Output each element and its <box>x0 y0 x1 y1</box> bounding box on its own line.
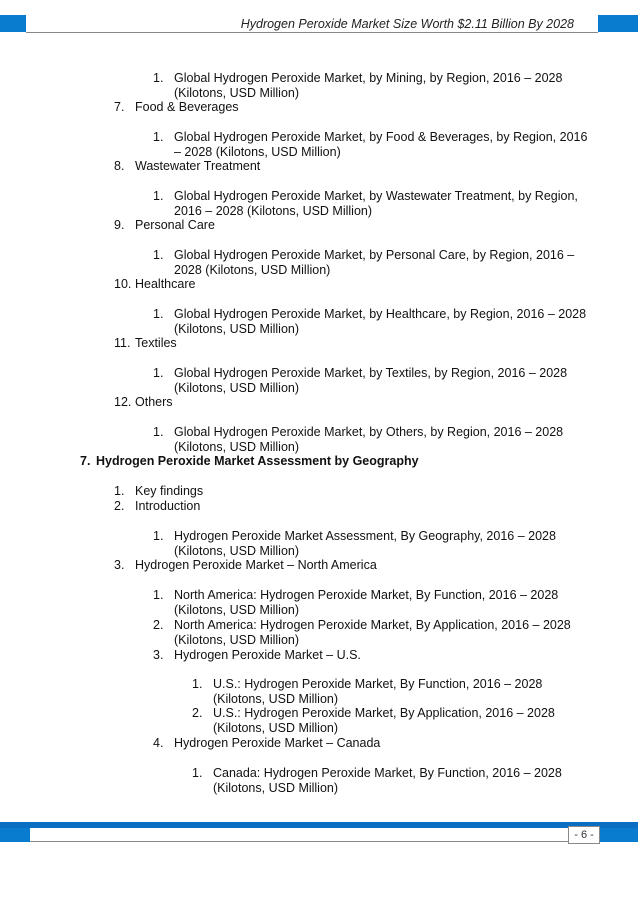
toc-entry-number: 11. <box>114 336 131 350</box>
toc-entry-text: (Kilotons, USD Million) <box>213 721 339 735</box>
toc-entry-text: North America: Hydrogen Peroxide Market, By Application, 2016 – 2028 <box>174 618 571 632</box>
toc-entry <box>0 71 638 86</box>
toc-entry <box>0 366 638 381</box>
toc-entry-number: 1. <box>153 189 164 203</box>
footer-bar <box>0 822 638 828</box>
toc-entry <box>0 454 638 469</box>
toc-entry-text: 2016 – 2028 (Kilotons, USD Million) <box>174 204 373 218</box>
toc-entry-number: 1. <box>192 766 203 780</box>
toc-entry <box>0 189 638 204</box>
toc-entry-text: Food & Beverages <box>135 100 239 114</box>
toc-entry-text: Textiles <box>135 336 177 350</box>
toc-entry-text: U.S.: Hydrogen Peroxide Market, By Function, 2016 – 2028 <box>213 677 543 691</box>
toc-entry-continuation <box>0 633 638 648</box>
toc-entry-text: (Kilotons, USD Million) <box>213 781 339 795</box>
toc-entry-text: Global Hydrogen Peroxide Market, by Mining, by Region, 2016 – 2028 <box>174 71 563 85</box>
toc-entry-continuation <box>0 440 638 455</box>
toc-entry-number: 1. <box>153 366 164 380</box>
toc-entry <box>0 484 638 499</box>
toc-entry-continuation <box>0 145 638 160</box>
toc-entry-text: Key findings <box>135 484 204 498</box>
toc-entry-number: 7. <box>80 454 91 468</box>
toc-entry-text: Global Hydrogen Peroxide Market, by Healthcare, by Region, 2016 – 2028 <box>174 307 587 321</box>
toc-entry-number: 7. <box>114 100 125 114</box>
toc-entry <box>0 395 638 410</box>
toc-entry-number: 3. <box>114 558 125 572</box>
toc-entry-text: North America: Hydrogen Peroxide Market, By Function, 2016 – 2028 <box>174 588 559 602</box>
toc-entry <box>0 159 638 174</box>
toc-entry-text: – 2028 (Kilotons, USD Million) <box>174 145 341 159</box>
toc-entry-continuation <box>0 263 638 278</box>
toc-entry-number: 1. <box>153 307 164 321</box>
toc-entry-text: Global Hydrogen Peroxide Market, by Others, by Region, 2016 – 2028 <box>174 425 564 439</box>
toc-entry-text: Canada: Hydrogen Peroxide Market, By Function, 2016 – 2028 <box>213 766 562 780</box>
toc-entry-number: 1. <box>153 425 164 439</box>
toc-entry-text: Hydrogen Peroxide Market Assessment, By Geography, 2016 – 2028 <box>174 529 556 543</box>
toc-entry-continuation <box>0 692 638 707</box>
toc-entry <box>0 736 638 751</box>
toc-entry-text: Global Hydrogen Peroxide Market, by Food & Beverages, by Region, 2016 <box>174 130 588 144</box>
page-number: - 6 - <box>568 826 600 844</box>
footer-accent-left <box>0 828 30 842</box>
footer-rule <box>30 841 598 842</box>
toc-entry <box>0 218 638 233</box>
toc-entry <box>0 648 638 663</box>
toc-entry-text: (Kilotons, USD Million) <box>174 544 300 558</box>
toc-entry-text: (Kilotons, USD Million) <box>174 322 300 336</box>
toc-entry-text: Global Hydrogen Peroxide Market, by Personal Care, by Region, 2016 – <box>174 248 575 262</box>
toc-entry-text: Wastewater Treatment <box>135 159 261 173</box>
toc-entry-text: Global Hydrogen Peroxide Market, by Textiles, by Region, 2016 – 2028 <box>174 366 568 380</box>
toc-entry <box>0 677 638 692</box>
toc-entry-continuation <box>0 544 638 559</box>
toc-entry-number: 12. <box>114 395 132 409</box>
toc-entry-text: 2028 (Kilotons, USD Million) <box>174 263 331 277</box>
toc-entry <box>0 499 638 514</box>
toc-entry <box>0 588 638 603</box>
toc-entry <box>0 336 638 351</box>
toc-entry <box>0 529 638 544</box>
toc-entry-number: 9. <box>114 218 125 232</box>
toc-entry-number: 1. <box>114 484 125 498</box>
toc-entry <box>0 425 638 440</box>
toc-entry <box>0 766 638 781</box>
toc-entry <box>0 307 638 322</box>
toc-entry-continuation <box>0 86 638 101</box>
toc-entry-text: Introduction <box>135 499 201 513</box>
toc-entry-text: U.S.: Hydrogen Peroxide Market, By Application, 2016 – 2028 <box>213 706 555 720</box>
toc-entry-text: (Kilotons, USD Million) <box>174 86 300 100</box>
toc-entry-number: 2. <box>114 499 125 513</box>
toc-entry-number: 1. <box>153 529 164 543</box>
toc-entry-text: Personal Care <box>135 218 215 232</box>
toc-entry-text: Healthcare <box>135 277 196 291</box>
toc-entry <box>0 706 638 721</box>
toc-entry-continuation <box>0 322 638 337</box>
toc-entry-text: Hydrogen Peroxide Market Assessment by Geography <box>96 454 419 468</box>
toc-entry-number: 1. <box>153 588 164 602</box>
toc-entry-text: (Kilotons, USD Million) <box>174 381 300 395</box>
toc-entry <box>0 558 638 573</box>
toc-entry-number: 3. <box>153 648 164 662</box>
toc-entry-text: Others <box>135 395 173 409</box>
footer-accent-right <box>598 828 638 842</box>
toc-entry-number: 8. <box>114 159 125 173</box>
header-title: Hydrogen Peroxide Market Size Worth $2.11 Billion By 2028 <box>240 17 574 31</box>
toc-entry-text: (Kilotons, USD Million) <box>174 440 300 454</box>
toc-entry-number: 4. <box>153 736 164 750</box>
toc-entry-continuation <box>0 204 638 219</box>
toc-entry-number: 1. <box>153 71 164 85</box>
toc-entry-continuation <box>0 781 638 796</box>
toc-entry-text: (Kilotons, USD Million) <box>174 603 300 617</box>
toc-entry-text: (Kilotons, USD Million) <box>174 633 300 647</box>
toc-entry <box>0 277 638 292</box>
toc-entry <box>0 618 638 633</box>
toc-entry-text: (Kilotons, USD Million) <box>213 692 339 706</box>
toc-entry-text: Hydrogen Peroxide Market – North America <box>135 558 377 572</box>
toc-entry-continuation <box>0 381 638 396</box>
toc-entry-number: 1. <box>153 248 164 262</box>
toc-entry-text: Hydrogen Peroxide Market – Canada <box>174 736 381 750</box>
toc-entry <box>0 130 638 145</box>
toc-entry-number: 10. <box>114 277 132 291</box>
toc-entry <box>0 248 638 263</box>
toc-entry <box>0 100 638 115</box>
toc-entry-number: 1. <box>192 677 203 691</box>
toc-entry-number: 2. <box>192 706 203 720</box>
toc-entry-number: 2. <box>153 618 164 632</box>
toc-entry-number: 1. <box>153 130 164 144</box>
toc-entry-text: Hydrogen Peroxide Market – U.S. <box>174 648 361 662</box>
toc-entry-continuation <box>0 721 638 736</box>
toc-entry-text: Global Hydrogen Peroxide Market, by Wastewater Treatment, by Region, <box>174 189 578 203</box>
toc-entry-continuation <box>0 603 638 618</box>
